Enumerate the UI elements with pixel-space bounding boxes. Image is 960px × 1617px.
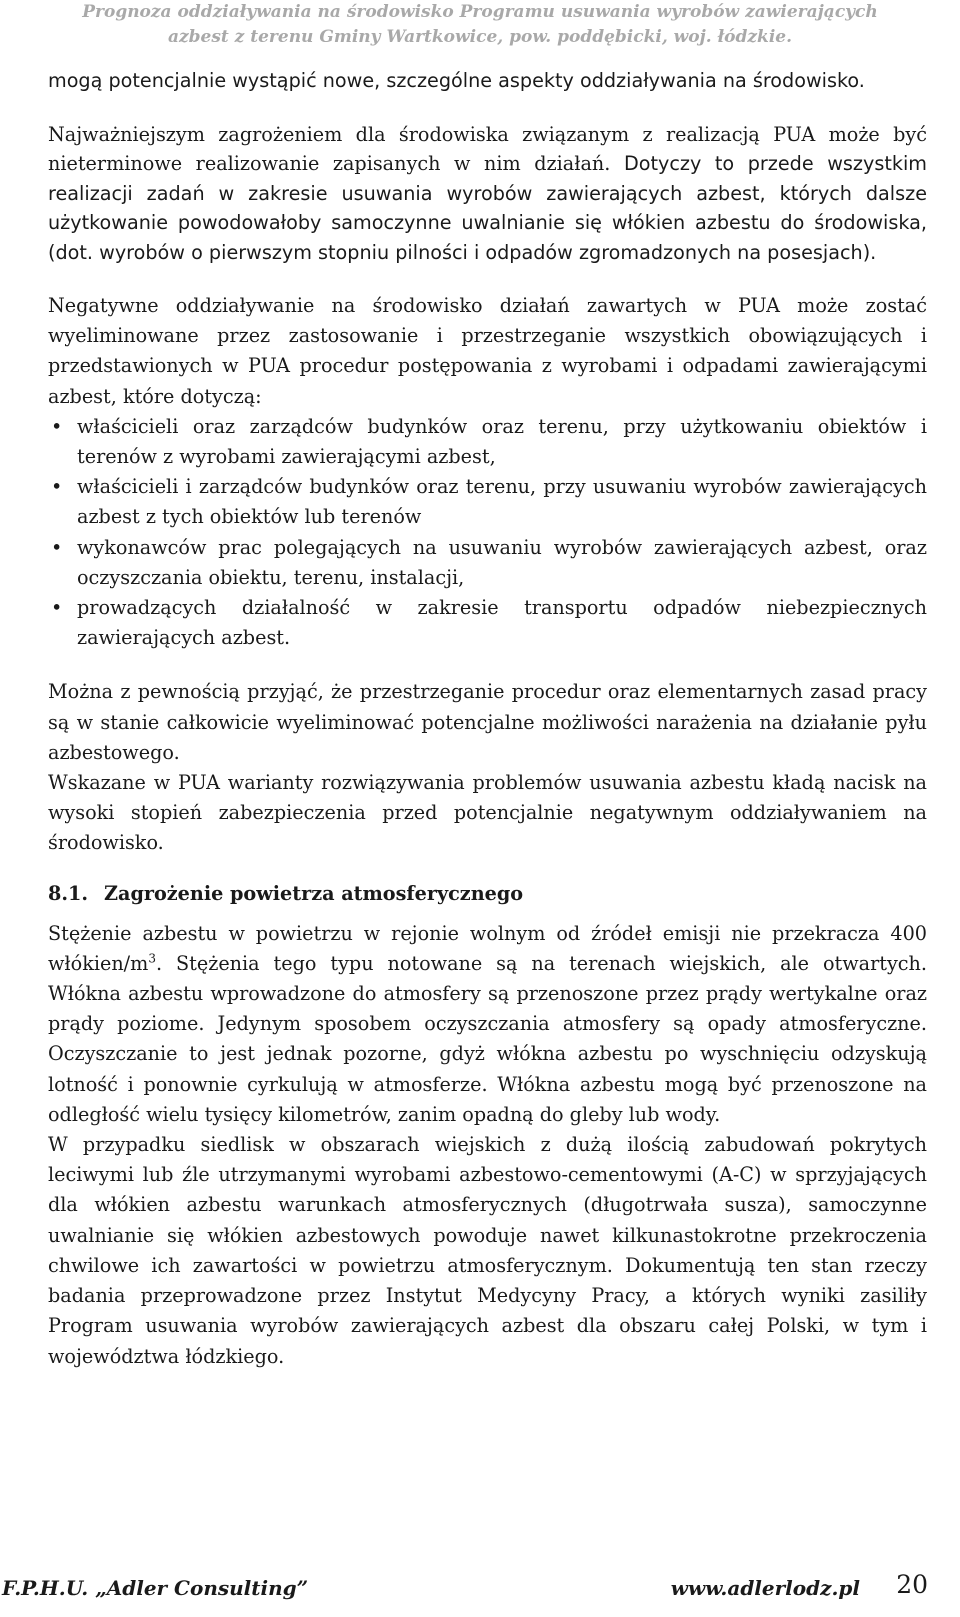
superscript: 3 bbox=[148, 951, 156, 966]
paragraph-negative-impact: Negatywne oddziaływanie na środowisko działań zawartych w PUA może zostać wyeliminowane przez zastosowanie i przestrzeganie wszystkich obowiązujących i przedstawionych w PUA procedur postępowania z wyrobami i odpadami zawierającymi azbest, które dotyczą: bbox=[48, 294, 927, 408]
bullet-icon: • bbox=[51, 535, 63, 559]
paragraph-rural: W przypadku siedlisk w obszarach wiejskich z dużą ilością zabudowań pokrytych leciwymi lub źle utrzymanymi wyrobami azbestowo-cementowymi (A-C) w sprzyjających dla włókien azbestu warunkach atmosferycznych (długotrwała susza), samoczynne uwalnianie się włókien azbestowych powoduje nawet kilkunastokrotne przekroczenia chwilowe ich zawartości w powietrzu atmosferycznym. Dokumentują ten stan rzeczy badania przeprowadzone przez Instytut Medycyny Pracy, a których wyniki zasiliły Program usuwania wyrobów zawierających azbest dla obszaru całej Polski, w tym i województwa łódzkiego. bbox=[48, 1133, 927, 1368]
list-item: • wykonawców prac polegających na usuwaniu wyrobów zawierających azbest, oraz oczyszczania obiektu, terenu, instalacji, bbox=[48, 533, 927, 593]
paragraph-air: Stężenie azbestu w powietrzu w rejonie wolnym od źródeł emisji nie przekracza 400 włókien/$m^3$. Stężenia tego typu notowane są na terenach wiejskich, ale otwartych. Włókna azbestu wprowadzone do atmosfery są przenoszone przez prądy wertykalne oraz prądy poziome. Jedynym sposobem oczyszczania atmosfery są opady atmosferyczne. Oczyszczanie to jest jednak pozorne, gdyż włókna azbestu po wyschnięciu odzyskują lotność i ponownie cyrkulują w atmosferze. Włókna azbestu mogą być przenoszone na odległość wielu tysięcy kilometrów, zanim opadną do gleby lub wody. bbox=[48, 921, 927, 1126]
document-body bbox=[48, 66, 927, 1372]
page-footer bbox=[0, 1568, 960, 1608]
threat-sentence-1: Najważniejszym zagrożeniem dla środowiska związanym z realizacją PUA może być nieterminowe realizowanie zapisanych w nim działań. bbox=[48, 122, 927, 175]
header-line-2: azbest z terenu Gminy Wartkowice, pow. poddębicki, woj. łódzkie. bbox=[167, 27, 793, 47]
header-line-1: Prognoza oddziaływania na środowisko Programu usuwania wyrobów zawierających bbox=[82, 2, 878, 22]
threat-sentence-2: Dotyczy to przede wszystkim realizacji zadań w zakresie usuwania wyrobów zawierających azbest, których dalsze użytkowanie powodowałoby samoczynne uwalnianie się włókien azbestu do środowiska, (dot. wyrobów o pierwszym stopniu pilności i odpadów zgromadzonych na posesjach). bbox=[48, 152, 927, 264]
procedures-list bbox=[48, 412, 927, 654]
bullet-icon: • bbox=[51, 475, 63, 499]
footer-url: www.adlerlodz.pl bbox=[670, 1576, 860, 1600]
page-number: 20 bbox=[896, 1570, 928, 1599]
page-header bbox=[0, 0, 960, 50]
paragraph-intro: mogą potencjalnie wystąpić nowe, szczególne aspekty oddziaływania na środowisko. bbox=[48, 69, 865, 92]
section-title: Zagrożenie powietrza atmosferycznego bbox=[104, 881, 524, 905]
paragraph-threat bbox=[48, 120, 927, 268]
paragraph-variants: Wskazane w PUA warianty rozwiązywania problemów usuwania azbestu kładą nacisk na wysoki stopień zabezpieczenia przed potencjalnie negatywnym oddziaływaniem na środowisko. bbox=[48, 771, 927, 855]
list-item: • właścicieli i zarządców budynków oraz terenu, przy usuwaniu wyrobów zawierających azbest z tych obiektów lub terenów bbox=[48, 472, 927, 532]
section-number: 8.1. bbox=[48, 881, 89, 905]
section-heading bbox=[48, 879, 927, 909]
bullet-icon: • bbox=[51, 414, 63, 438]
footer-company: F.P.H.U. „Adler Consulting” bbox=[2, 1576, 309, 1600]
paragraph-certainty: Można z pewnością przyjąć, że przestrzeganie procedur oraz elementarnych zasad pracy są w stanie całkowicie wyeliminować potencjalne możliwości narażenia na działanie pyłu azbestowego. bbox=[48, 680, 927, 764]
bullet-icon: • bbox=[51, 596, 63, 620]
list-item: • prowadzących działalność w zakresie transportu odpadów niebezpiecznych zawierających azbest. bbox=[48, 593, 927, 653]
list-item: • właścicieli oraz zarządców budynków oraz terenu, przy użytkowaniu obiektów i terenów z wyrobami zawierającymi azbest, bbox=[48, 412, 927, 472]
